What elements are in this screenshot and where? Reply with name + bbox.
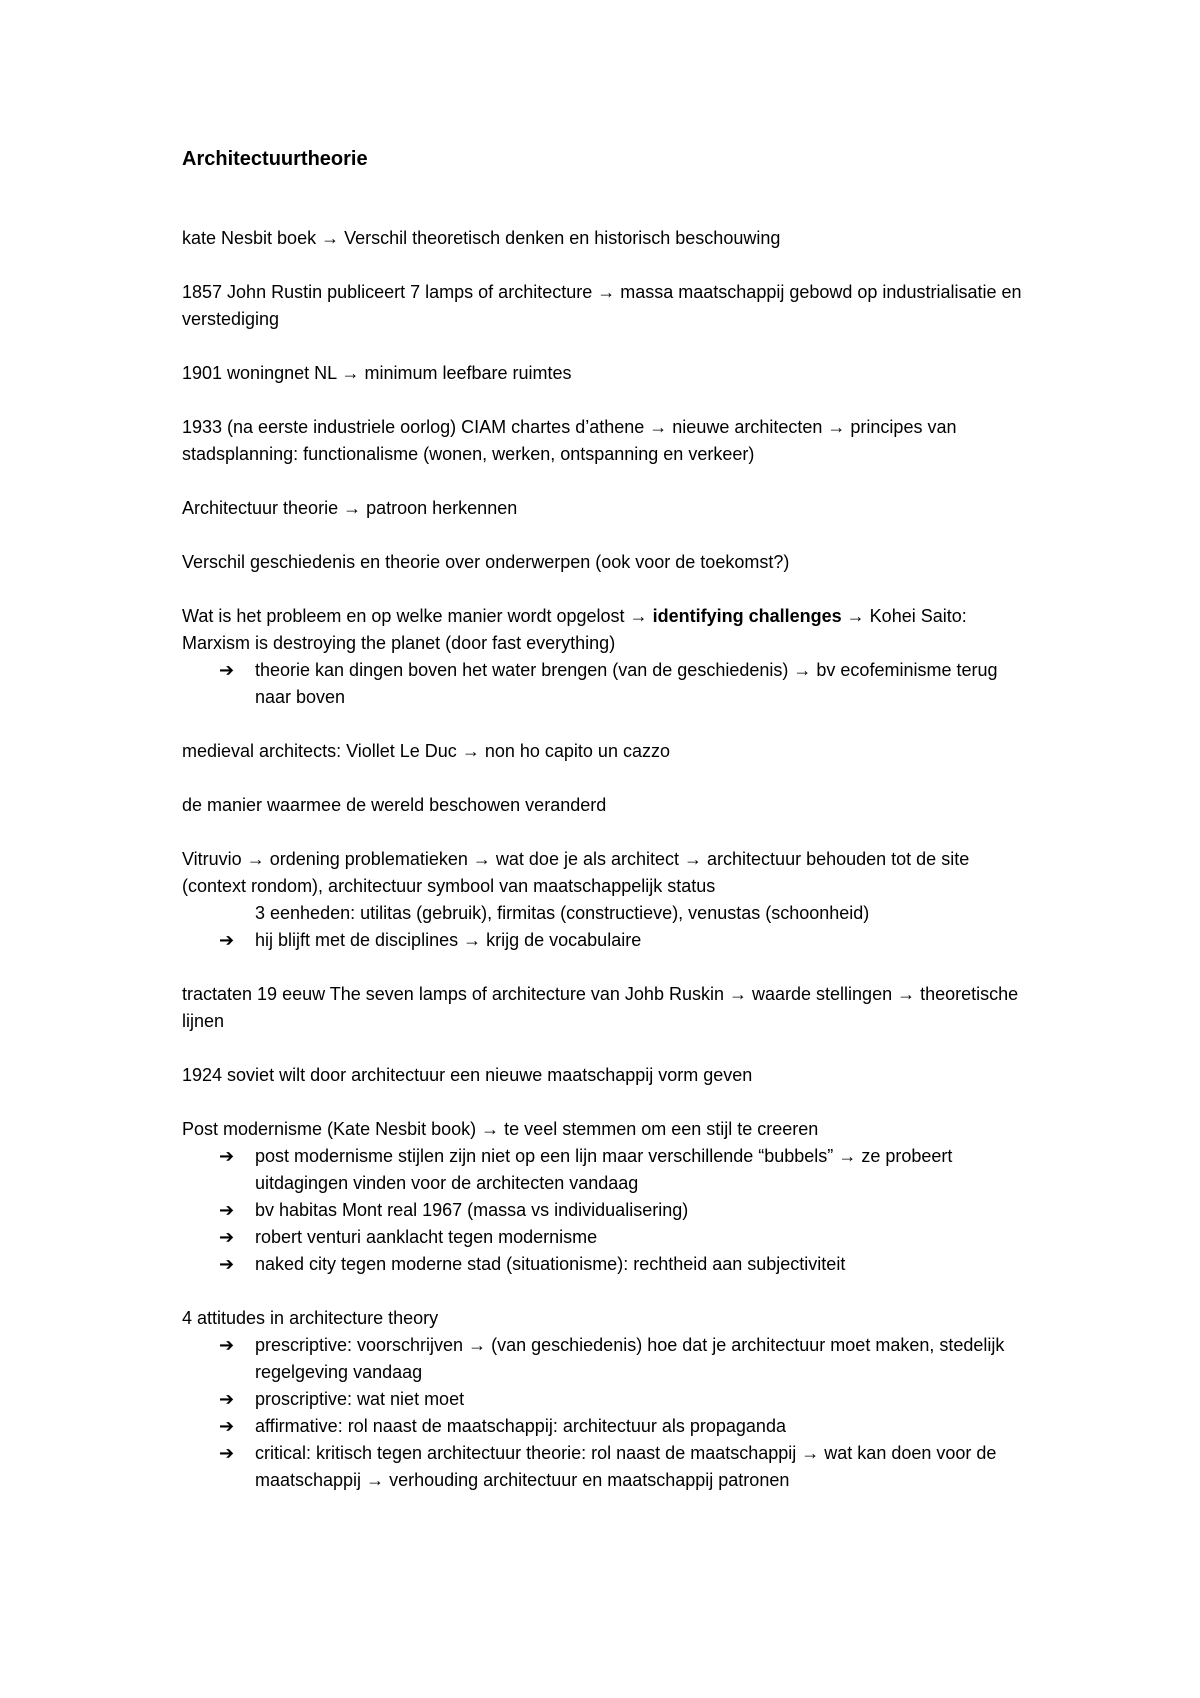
arrow-icon: → [481, 1119, 500, 1139]
arrow-icon: → [461, 741, 480, 761]
arrow-bullet-icon: ➔ [219, 1200, 235, 1220]
paragraph-vitruvio: Vitruvio → ordening problematieken → wat doe je als architect → architectuur behouden tot de site (context rondom), architectuur symbool van maatschappelijk status [182, 849, 970, 896]
arrow-icon: → [246, 849, 265, 869]
arrow-bullet-icon: ➔ [219, 1335, 235, 1355]
list-item: ➔ theorie kan dingen boven het water brengen (van de geschiedenis) → bv ecofeminisme terug naar boven [182, 657, 1032, 711]
arrow-icon: → [728, 984, 747, 1004]
paragraph-1901: 1901 woningnet NL → minimum leefbare ruimtes [182, 363, 572, 383]
list-item: ➔ hij blijft met de disciplines → krijg de vocabulaire [182, 927, 1032, 954]
arrow-bullet-icon: ➔ [219, 1443, 235, 1463]
arrow-icon: → [597, 282, 616, 302]
arrow-icon: → [629, 606, 648, 626]
paragraph-attitudes: 4 attitudes in architecture theory [182, 1308, 439, 1328]
arrow-icon: → [366, 1470, 385, 1490]
arrow-icon: → [846, 606, 865, 626]
arrow-icon: → [827, 417, 846, 437]
arrow-bullet-icon: ➔ [219, 1146, 235, 1166]
arrow-bullet-icon: ➔ [219, 660, 235, 680]
arrow-icon: → [472, 849, 491, 869]
bullet-list-vitruvio [182, 927, 1032, 954]
arrow-icon: → [684, 849, 703, 869]
paragraph-tractaten: tractaten 19 eeuw The seven lamps of architecture van Johb Ruskin → waarde stellingen → theoretische lijnen [182, 984, 1019, 1031]
arrow-bullet-icon: ➔ [219, 930, 235, 950]
list-item: ➔ prescriptive: voorschrijven → (van geschiedenis) hoe dat je architectuur moet maken, stedelijk regelgeving vandaag [182, 1332, 1032, 1386]
paragraph-probleem: Wat is het probleem en op welke manier wordt opgelost → identifying challenges → Kohei Saito: Marxism is destroying the planet (door fast everything) [182, 606, 967, 653]
document-page [182, 145, 1032, 1521]
paragraph-verschil: Verschil geschiedenis en theorie over onderwerpen (ook voor de toekomst?) [182, 552, 790, 572]
list-item: ➔ affirmative: rol naast de maatschappij: architectuur als propaganda [182, 1413, 1032, 1440]
bullet-list-attitudes [182, 1332, 1032, 1494]
arrow-bullet-icon: ➔ [219, 1254, 235, 1274]
bullet-list-probleem [182, 657, 1032, 711]
arrow-icon: → [468, 1335, 487, 1355]
arrow-icon: → [897, 984, 916, 1004]
arrow-icon: → [341, 363, 360, 383]
list-item: ➔ proscriptive: wat niet moet [182, 1386, 1032, 1413]
paragraph-1857: 1857 John Rustin publiceert 7 lamps of architecture → massa maatschappij gebowd op industrialisatie en verstediging [182, 282, 1022, 329]
document-title: Architectuurtheorie [182, 148, 368, 170]
paragraph-kate-nesbit: kate Nesbit boek → Verschil theoretisch denken en historisch beschouwing [182, 228, 781, 248]
paragraph-1924: 1924 soviet wilt door architectuur een nieuwe maatschappij vorm geven [182, 1065, 753, 1085]
paragraph-medieval: medieval architects: Viollet Le Duc → non ho capito un cazzo [182, 741, 670, 761]
indented-line-eenheden: 3 eenheden: utilitas (gebruik), firmitas (constructieve), venustas (schoonheid) [255, 903, 870, 923]
arrow-icon: → [649, 417, 668, 437]
list-item: ➔ post modernisme stijlen zijn niet op een lijn maar verschillende “bubbels” → ze probeert uitdagingen vinden voor de architecten vandaag [182, 1143, 1032, 1197]
arrow-icon: → [463, 930, 482, 950]
list-item: ➔ robert venturi aanklacht tegen modernisme [182, 1224, 1032, 1251]
paragraph-1933: 1933 (na eerste industriele oorlog) CIAM chartes d’athene → nieuwe architecten → principes van stadsplanning: functionalisme (wonen, werken, ontspanning en verkeer) [182, 417, 957, 464]
arrow-bullet-icon: ➔ [219, 1389, 235, 1409]
arrow-icon: → [801, 1443, 820, 1463]
paragraph-manier: de manier waarmee de wereld beschowen veranderd [182, 795, 607, 815]
list-item: ➔ critical: kritisch tegen architectuur theorie: rol naast de maatschappij → wat kan doen voor de maatschappij → verhouding architectuur en maatschappij patronen [182, 1440, 1032, 1494]
arrow-icon: → [838, 1146, 857, 1166]
paragraph-post-modernisme: Post modernisme (Kate Nesbit book) → te veel stemmen om een stijl te creeren [182, 1119, 819, 1139]
list-item: ➔ naked city tegen moderne stad (situationisme): rechtheid aan subjectiviteit [182, 1251, 1032, 1278]
paragraph-architectuur-theorie: Architectuur theorie → patroon herkennen [182, 498, 518, 518]
arrow-bullet-icon: ➔ [219, 1416, 235, 1436]
arrow-bullet-icon: ➔ [219, 1227, 235, 1247]
bullet-list-post-modernisme [182, 1143, 1032, 1278]
arrow-icon: → [343, 498, 362, 518]
arrow-icon: → [793, 660, 812, 680]
arrow-icon: → [321, 228, 340, 248]
list-item: ➔ bv habitas Mont real 1967 (massa vs individualisering) [182, 1197, 1032, 1224]
